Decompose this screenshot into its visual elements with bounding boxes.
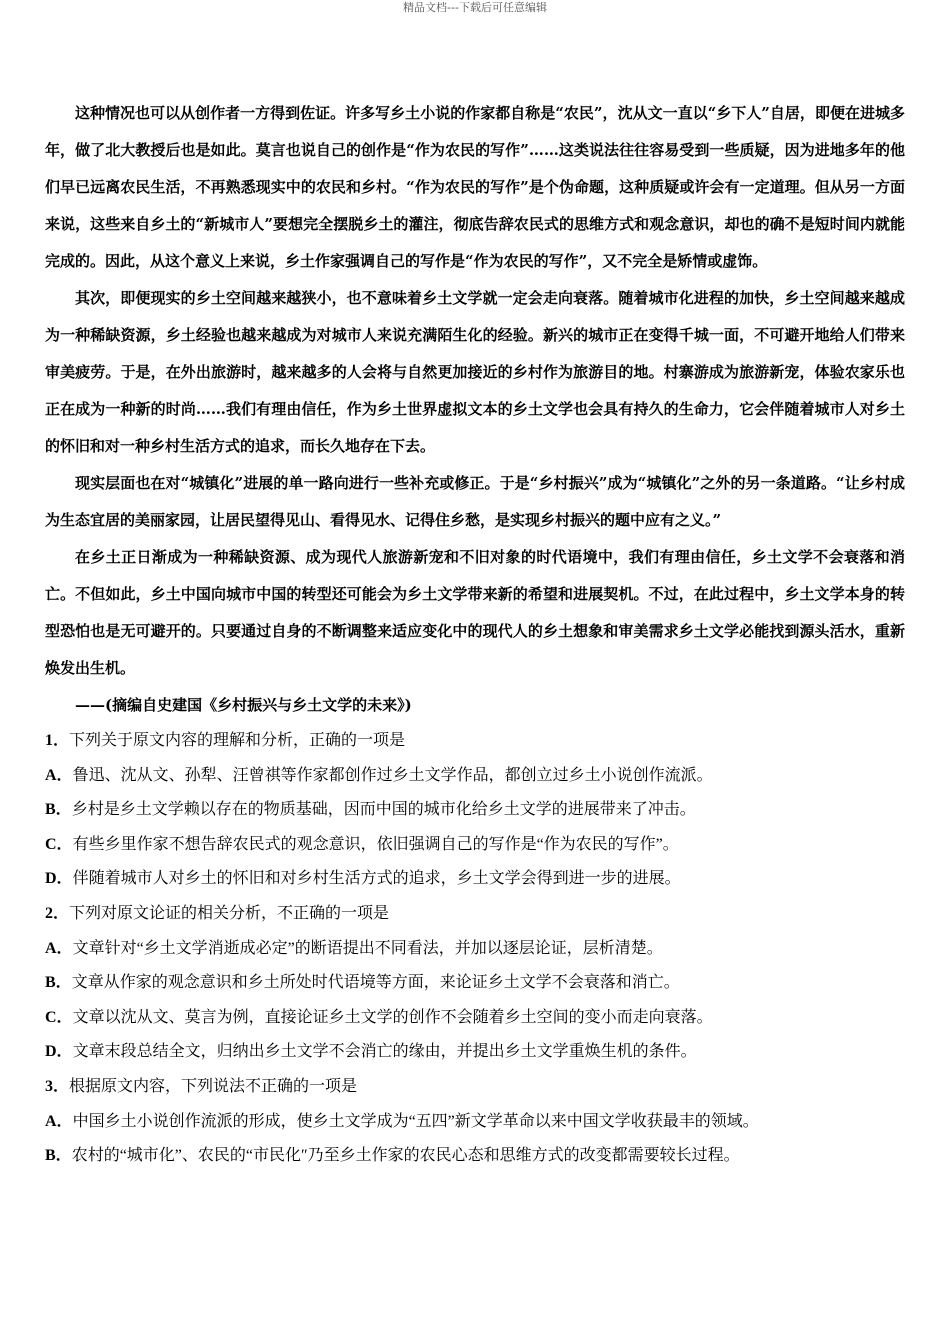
option-letter: A．	[45, 766, 73, 784]
option-letter: B．	[45, 801, 72, 819]
question-3	[45, 1070, 905, 1174]
question-text: 下列对原文论证的相关分析，不正确的一项是	[69, 904, 390, 922]
question-1	[45, 724, 905, 897]
option-text: 中国乡土小说创作流派的形成，使乡土文学成为“五四”新文学革命以来中国文学收获最丰的领域。	[72, 1112, 759, 1130]
option-letter: C．	[45, 1008, 73, 1026]
question-number: 2．	[45, 904, 70, 922]
question-stem	[45, 724, 905, 759]
question-2	[45, 897, 905, 1070]
passage-paragraph-4: 在乡土正日渐成为一种稀缺资源、成为现代人旅游新宠和不旧对象的时代语境中，我们有理由信任，乡土文学不会衰落和消亡。不但如此，乡土中国向城市中国的转型还可能会为乡土文学带来新的希望和进展契机。不过，在此过程中，乡土文学本身的转型恐怕也是无可避开的。只要通过自身的不断调整来适应变化中的现代人的乡土想象和审美需求乡土文学必能找到源头活水，重新焕发出生机。	[45, 548, 905, 677]
passage-source: ——(摘编自史建国《乡村振兴与乡土文学的未来》)	[75, 696, 412, 714]
option-letter: B．	[45, 974, 72, 992]
option-d[interactable]	[45, 862, 905, 897]
question-number: 1．	[45, 732, 70, 749]
option-text: 伴随着城市人对乡土的怀旧和对乡村生活方式的追求，乡土文学会得到进一步的进展。	[72, 870, 681, 888]
option-letter: A．	[45, 1112, 73, 1130]
option-letter: B．	[45, 1147, 72, 1165]
document-body	[45, 95, 905, 1174]
reading-passage	[45, 95, 905, 687]
option-text: 文章以沈从文、莫言为例，直接论证乡土文学的创作不会随着乡土空间的变小而走向衰落。	[72, 1008, 713, 1026]
option-text: 文章末段总结全文，归纳出乡土文学不会消亡的缘由，并提出乡土文学重焕生机的条件。	[72, 1043, 697, 1061]
option-b[interactable]	[45, 793, 905, 828]
option-text: 乡村是乡土文学赖以存在的物质基础，因而中国的城市化给乡土文学的进展带来了冲击。	[71, 801, 696, 819]
question-stem	[45, 1070, 905, 1105]
page-header: 精品文档---下载后可任意编辑	[403, 1, 547, 14]
option-letter: C．	[45, 835, 73, 853]
option-a[interactable]	[45, 932, 905, 967]
option-b[interactable]	[45, 966, 905, 1001]
option-letter: D．	[45, 1043, 73, 1061]
option-a[interactable]	[45, 1105, 905, 1140]
option-text: 文章针对“乡土文学消逝成必定”的断语提出不同看法，并加以逐层论证，层析清楚。	[72, 939, 663, 957]
option-text: 农村的“城市化”、农民的“市民化″乃至乡土作家的农民心态和思维方式的改变都需要较长过程。	[71, 1147, 740, 1165]
passage-paragraph-3: 现实层面也在对“城镇化”进展的单一路向进行一些补充或修正。于是“乡村振兴”成为“城镇化”之外的另一条道路。“让乡村成为生态宜居的美丽家园，让居民望得见山、看得见水、记得住乡愁，是实现乡村振兴的题中应有之义。”	[45, 474, 905, 529]
option-letter: D．	[45, 870, 73, 888]
passage-paragraph-2: 其次，即便现实的乡土空间越来越狭小，也不意味着乡土文学就一定会走向衰落。随着城市化进程的加快，乡土空间越来越成为一种稀缺资源，乡土经验也越来越成为对城市人来说充满陌生化的经验。新兴的城市正在变得千城一面，不可避开地给人们带来审美疲劳。于是，在外出旅游时，越来越多的人会将与自然更加接近的乡村作为旅游目的地。村寨游成为旅游新宠，体验农家乐也正在成为一种新的时尚……我们有理由信任，作为乡土世界虚拟文本的乡土文学也会具有持久的生命力，它会伴随着城市人对乡土的怀旧和对一种乡村生活方式的追求，而长久地存在下去。	[45, 289, 905, 455]
question-text: 根据原文内容，下列说法不正确的一项是	[69, 1077, 358, 1095]
passage-paragraph-1: 这种情况也可以从创作者一方得到佐证。许多写乡土小说的作家都自称是“农民”，沈从文一直以“乡下人”自居，即便在进城多年，做了北大教授后也是如此。莫言也说自己的创作是“作为农民的写作”……这类说法往往容易受到一些质疑，因为进地多年的他们早已远离农民生活，不再熟悉现实中的农民和乡村。“作为农民的写作”是个伪命题，这种质疑或许会有一定道理。但从另一方面来说，这些来自乡土的“新城市人”要想完全摆脱乡土的灌注，彻底告辞农民式的思维方式和观念意识，却也的确不是短时间内就能完成的。因此，从这个意义上来说，乡土作家强调自己的写作是“作为农民的写作”，又不完全是矫情或虚饰。	[45, 104, 905, 270]
option-text: 文章从作家的观念意识和乡土所处时代语境等方面，来论证乡土文学不会衰落和消亡。	[71, 974, 680, 992]
option-b[interactable]	[45, 1139, 905, 1174]
option-a[interactable]	[45, 759, 905, 794]
option-d[interactable]	[45, 1035, 905, 1070]
option-c[interactable]	[45, 1001, 905, 1036]
option-text: 有些乡里作家不想告辞农民式的观念意识，依旧强调自己的写作是“作为农民的写作”。	[72, 835, 679, 853]
question-stem	[45, 897, 905, 932]
question-text: 下列关于原文内容的理解和分析，正确的一项是	[69, 732, 406, 749]
option-c[interactable]	[45, 828, 905, 863]
option-text: 鲁迅、沈从文、孙犁、汪曾祺等作家都创作过乡土文学作品，都创立过乡土小说创作流派。	[72, 766, 713, 784]
option-letter: A．	[45, 939, 73, 957]
question-number: 3．	[45, 1077, 70, 1095]
